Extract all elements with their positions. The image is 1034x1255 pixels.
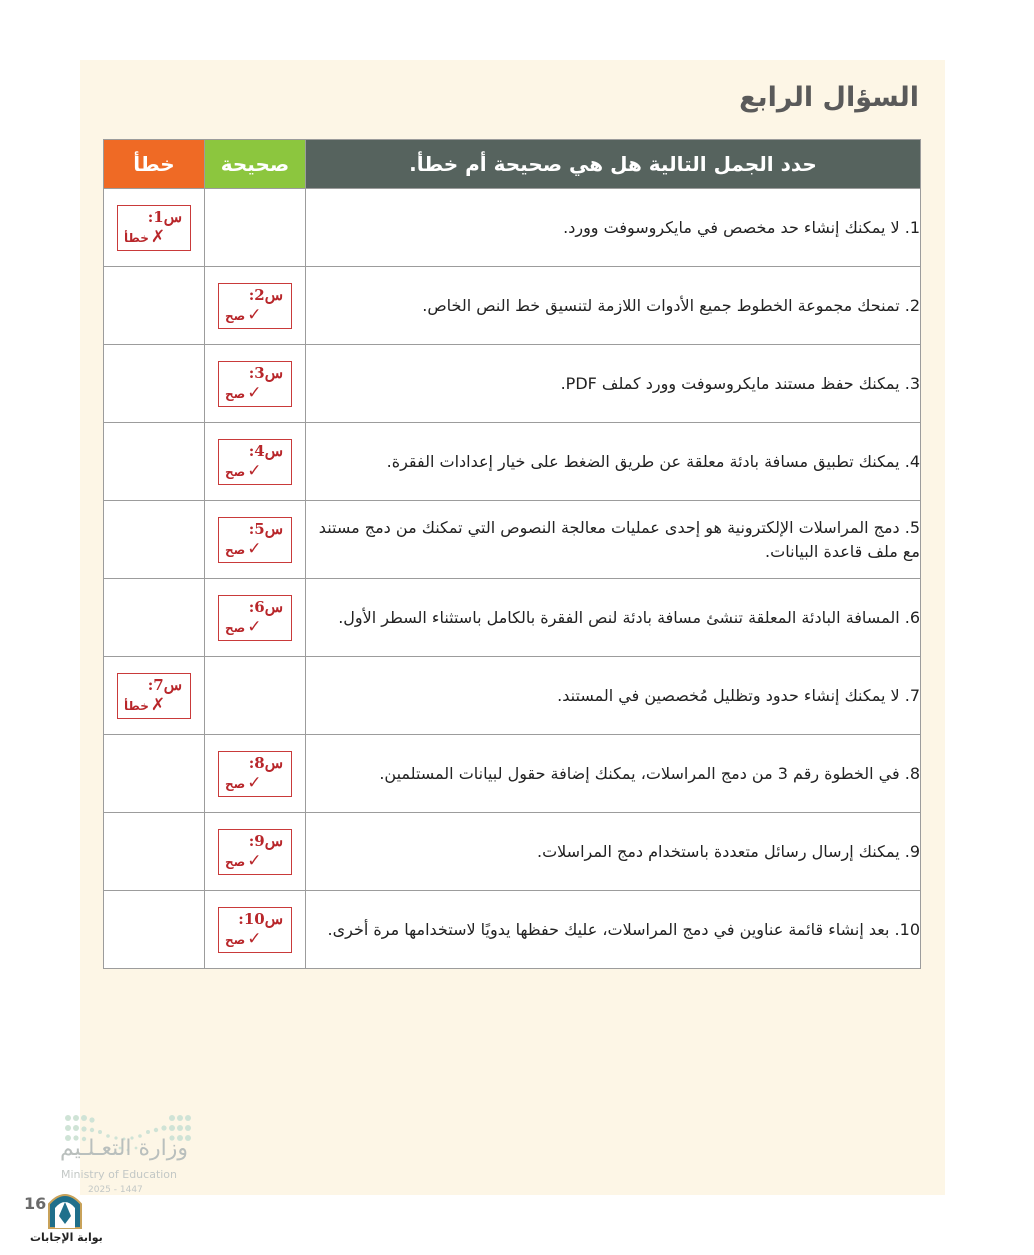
cross-mark-icon: ✗	[150, 226, 166, 247]
answer-cell-false	[104, 423, 205, 501]
mark-answer	[225, 461, 262, 481]
answer-mark	[218, 439, 292, 485]
table-row	[104, 891, 921, 969]
answer-cell-true	[205, 891, 306, 969]
mark-question-label: س9:	[248, 831, 283, 850]
header-statement: حدد الجمل التالية هل هي صحيحة أم خطأ.	[306, 140, 921, 189]
mark-answer-word: خطأ	[124, 230, 149, 245]
answer-cell-true	[205, 345, 306, 423]
mark-answer	[225, 305, 262, 325]
mark-answer-word: خطأ	[124, 698, 149, 713]
statement-text: 1. لا يمكنك إنشاء حد مخصص في مايكروسوفت وورد.	[306, 189, 921, 267]
statement-text: 8. في الخطوة رقم 3 من دمج المراسلات، يمكنك إضافة حقول لبيانات المستلمين.	[306, 735, 921, 813]
answer-cell-false	[104, 813, 205, 891]
statement-text: 7. لا يمكنك إنشاء حدود وتظليل مُخصصين في المستند.	[306, 657, 921, 735]
check-mark-icon: ✓	[247, 304, 262, 325]
mark-answer-word: صح	[225, 620, 246, 635]
check-mark-icon: ✓	[247, 928, 262, 949]
answer-mark	[218, 283, 292, 329]
answer-mark	[117, 205, 191, 251]
answer-cell-true	[205, 735, 306, 813]
answer-cell-true	[205, 423, 306, 501]
answer-mark	[117, 673, 191, 719]
statement-text: 5. دمج المراسلات الإلكترونية هو إحدى عمليات معالجة النصوص التي تمكنك من دمج مستند مع ملف قاعدة البيانات.	[306, 501, 921, 579]
table-row	[104, 345, 921, 423]
mark-answer-word: صح	[225, 308, 246, 323]
answer-mark	[218, 595, 292, 641]
table-body	[104, 189, 921, 969]
table-row	[104, 423, 921, 501]
portal-logo-icon	[45, 1186, 85, 1230]
mark-answer	[225, 929, 262, 949]
mark-answer	[225, 851, 262, 871]
mark-answer	[225, 383, 262, 403]
table-row	[104, 579, 921, 657]
answer-cell-false	[104, 501, 205, 579]
mark-question-label: س10:	[238, 909, 283, 928]
mark-question-label: س6:	[248, 597, 283, 616]
mark-answer-word: صح	[225, 542, 246, 557]
ministry-year: 2025 - 1447	[88, 1185, 143, 1195]
table-row	[104, 189, 921, 267]
table-header-row	[104, 140, 921, 189]
answer-mark	[218, 751, 292, 797]
answer-cell-false	[104, 267, 205, 345]
mark-answer-word: صح	[225, 776, 246, 791]
answer-cell-true	[205, 189, 306, 267]
mark-answer-word: صح	[225, 932, 246, 947]
mark-answer	[124, 227, 165, 247]
mark-answer-word: صح	[225, 386, 246, 401]
mark-answer-word: صح	[225, 464, 246, 479]
mark-answer	[225, 539, 262, 559]
answer-mark	[218, 907, 292, 953]
table-row	[104, 501, 921, 579]
answer-cell-true	[205, 813, 306, 891]
check-mark-icon: ✓	[247, 616, 262, 637]
answer-cell-false	[104, 891, 205, 969]
answer-mark	[218, 517, 292, 563]
mark-question-label: س2:	[248, 285, 283, 304]
page-number: 16	[24, 1194, 47, 1213]
question-title: السؤال الرابع	[739, 82, 919, 113]
mark-answer	[225, 617, 262, 637]
ministry-name-en: Ministry of Education	[61, 1168, 178, 1181]
check-mark-icon: ✓	[247, 382, 262, 403]
mark-question-label: س7:	[147, 675, 182, 694]
mark-answer-word: صح	[225, 854, 246, 869]
answer-cell-true	[205, 579, 306, 657]
header-false: خطأ	[104, 140, 205, 189]
answer-cell-false	[104, 345, 205, 423]
statement-text: 6. المسافة البادئة المعلقة تنشئ مسافة بادئة لنص الفقرة بالكامل باستثناء السطر الأول.	[306, 579, 921, 657]
check-mark-icon: ✓	[247, 850, 262, 871]
worksheet-page	[80, 60, 945, 1195]
answer-cell-true	[205, 657, 306, 735]
answer-cell-false	[104, 189, 205, 267]
check-mark-icon: ✓	[247, 460, 262, 481]
table-row	[104, 735, 921, 813]
answer-cell-false	[104, 657, 205, 735]
ministry-name-ar: وزارة التعـلـيم	[60, 1136, 189, 1161]
true-false-table	[103, 139, 921, 969]
answer-cell-false	[104, 735, 205, 813]
header-true: صحيحة	[205, 140, 306, 189]
mark-question-label: س3:	[248, 363, 283, 382]
table-row	[104, 267, 921, 345]
table-row	[104, 657, 921, 735]
statement-text: 2. تمنحك مجموعة الخطوط جميع الأدوات اللازمة لتنسيق خط النص الخاص.	[306, 267, 921, 345]
answer-cell-false	[104, 579, 205, 657]
check-mark-icon: ✓	[247, 772, 262, 793]
mark-answer	[124, 695, 165, 715]
cross-mark-icon: ✗	[150, 694, 166, 715]
check-mark-icon: ✓	[247, 538, 262, 559]
statement-text: 10. بعد إنشاء قائمة عناوين في دمج المراسلات، عليك حفظها يدويًا لاستخدامها مرة أخرى.	[306, 891, 921, 969]
mark-question-label: س1:	[147, 207, 182, 226]
answer-cell-true	[205, 267, 306, 345]
answer-mark	[218, 829, 292, 875]
answer-cell-true	[205, 501, 306, 579]
mark-question-label: س8:	[248, 753, 283, 772]
table-row	[104, 813, 921, 891]
statement-text: 4. يمكنك تطبيق مسافة بادئة معلقة عن طريق الضغط على خيار إعدادات الفقرة.	[306, 423, 921, 501]
portal-label: بوابة الإجابات	[30, 1231, 103, 1244]
statement-text: 9. يمكنك إرسال رسائل متعددة باستخدام دمج المراسلات.	[306, 813, 921, 891]
answer-mark	[218, 361, 292, 407]
mark-answer	[225, 773, 262, 793]
statement-text: 3. يمكنك حفظ مستند مايكروسوفت وورد كملف PDF.	[306, 345, 921, 423]
mark-question-label: س4:	[248, 441, 283, 460]
mark-question-label: س5:	[248, 519, 283, 538]
